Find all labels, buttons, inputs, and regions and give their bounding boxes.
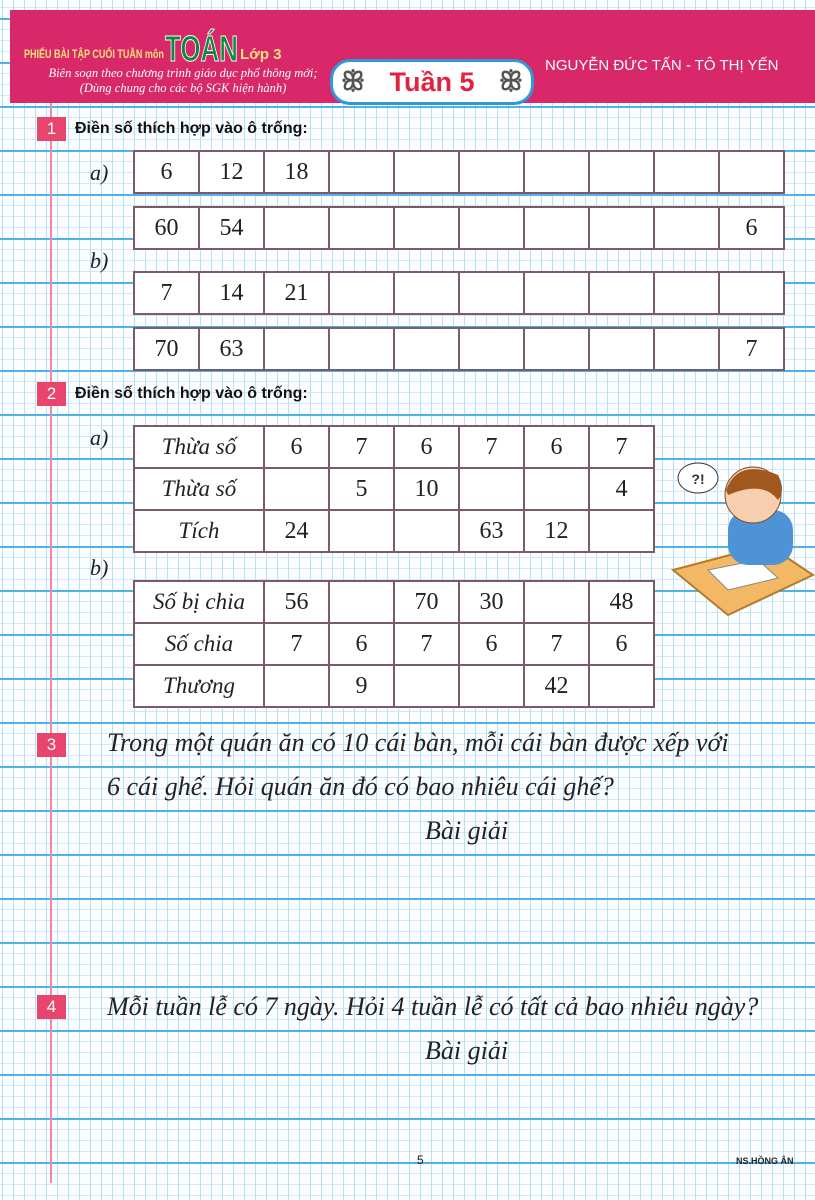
label-b: b)	[90, 555, 109, 580]
sequence-cell[interactable]	[524, 151, 589, 193]
sequence-cell[interactable]	[654, 151, 719, 193]
table-cell[interactable]	[394, 510, 459, 552]
sequence-cell[interactable]	[394, 151, 459, 193]
sequence-cell[interactable]	[459, 272, 524, 314]
subtitle-line-1: Biên soạn theo chương trình giáo dục phổ thông mới;	[48, 66, 318, 80]
sequence-cell[interactable]: 6	[719, 207, 784, 249]
sequence-cell[interactable]	[719, 272, 784, 314]
table-cell[interactable]	[524, 581, 589, 623]
solution-heading: Bài giải	[425, 1036, 509, 1065]
sequence-cell[interactable]: 60	[134, 207, 199, 249]
sequence-cell[interactable]	[329, 207, 394, 249]
sequence-cell[interactable]: 18	[264, 151, 329, 193]
table-row	[134, 426, 654, 468]
problem-text: Mỗi tuần lễ có 7 ngày. Hỏi 4 tuần lễ có tất cả bao nhiêu ngày?	[107, 992, 759, 1021]
sequence-cell[interactable]	[719, 151, 784, 193]
table-cell[interactable]	[394, 665, 459, 707]
table-row	[134, 510, 654, 552]
division-table	[133, 580, 655, 708]
sequence-cell[interactable]: 63	[199, 328, 264, 370]
exercise-prompt: Điền số thích hợp vào ô trống:	[75, 120, 308, 137]
sequence-cell[interactable]	[459, 151, 524, 193]
sequence-cell[interactable]: 7	[134, 272, 199, 314]
table-cell[interactable]	[264, 468, 329, 510]
exercise-number: 3	[37, 733, 66, 757]
table-cell[interactable]: 42	[524, 665, 589, 707]
sequence-cell[interactable]	[589, 207, 654, 249]
table-cell[interactable]	[459, 468, 524, 510]
sequence-cell[interactable]: 14	[199, 272, 264, 314]
subject: TOÁN	[165, 28, 238, 69]
table-cell[interactable]: 7	[459, 426, 524, 468]
table-row	[134, 581, 654, 623]
bubble-text: ?!	[691, 471, 705, 487]
row-header: Thừa số	[134, 426, 264, 468]
row-header: Thừa số	[134, 468, 264, 510]
problem-text: 6 cái ghế. Hỏi quán ăn đó có bao nhiêu cái ghế?	[107, 772, 614, 801]
publisher: NS.HỒNG ÂN	[736, 1156, 794, 1166]
table-cell[interactable]: 48	[589, 581, 654, 623]
table-cell[interactable]: 12	[524, 510, 589, 552]
table-cell[interactable]: 6	[524, 426, 589, 468]
margin-line	[50, 103, 52, 1183]
sequence-cell[interactable]	[589, 151, 654, 193]
sequence-cell[interactable]	[524, 328, 589, 370]
table-cell[interactable]: 6	[329, 623, 394, 665]
exercise-number: 4	[37, 995, 66, 1019]
sequence-cell[interactable]	[524, 207, 589, 249]
subtitle	[38, 66, 328, 96]
sequence-cell[interactable]	[264, 207, 329, 249]
page-number: 5	[417, 1153, 424, 1167]
table-cell[interactable]: 24	[264, 510, 329, 552]
problem-text: Trong một quán ăn có 10 cái bàn, mỗi cái bàn được xếp với	[107, 728, 729, 757]
sequence-cell[interactable]	[589, 272, 654, 314]
table-cell[interactable]: 7	[589, 426, 654, 468]
sequence-cell[interactable]	[589, 328, 654, 370]
row-header: Số chia	[134, 623, 264, 665]
week-label: Tuần 5	[389, 67, 475, 97]
sequence-row	[133, 206, 785, 250]
ornament-icon: ꕥ	[498, 67, 523, 97]
table-cell[interactable]	[589, 510, 654, 552]
label-a: a)	[90, 160, 109, 185]
table-cell[interactable]: 7	[524, 623, 589, 665]
row-header: Thương	[134, 665, 264, 707]
grade: Lớp 3	[240, 46, 282, 63]
table-cell[interactable]: 9	[329, 665, 394, 707]
solution-heading: Bài giải	[425, 816, 509, 845]
table-cell[interactable]: 10	[394, 468, 459, 510]
sequence-cell[interactable]	[264, 328, 329, 370]
table-cell[interactable]: 63	[459, 510, 524, 552]
sequence-cell[interactable]	[459, 207, 524, 249]
authors: NGUYỄN ĐỨC TẤN - TÔ THỊ YẾN	[545, 57, 779, 74]
table-cell[interactable]	[589, 665, 654, 707]
table-cell[interactable]	[459, 665, 524, 707]
table-cell[interactable]: 7	[329, 426, 394, 468]
exercise-number: 1	[37, 117, 66, 141]
sequence-cell[interactable]: 54	[199, 207, 264, 249]
student-illustration	[668, 450, 815, 620]
table-cell[interactable]	[329, 510, 394, 552]
row-header: Số bị chia	[134, 581, 264, 623]
sequence-cell[interactable]	[329, 151, 394, 193]
multiplication-table	[133, 425, 655, 553]
sequence-cell[interactable]	[394, 328, 459, 370]
table-cell[interactable]	[264, 665, 329, 707]
table-cell[interactable]	[329, 581, 394, 623]
label-b: b)	[90, 248, 109, 273]
sequence-cell[interactable]	[394, 272, 459, 314]
sequence-cell[interactable]	[524, 272, 589, 314]
table-cell[interactable]: 6	[459, 623, 524, 665]
sequence-cell[interactable]	[654, 207, 719, 249]
sequence-cell[interactable]	[394, 207, 459, 249]
table-cell[interactable]: 30	[459, 581, 524, 623]
exercise-prompt: Điền số thích hợp vào ô trống:	[75, 385, 308, 402]
table-cell[interactable]: 4	[589, 468, 654, 510]
sequence-row	[133, 327, 785, 371]
week-badge	[330, 59, 534, 105]
sequence-cell[interactable]: 6	[134, 151, 199, 193]
table-cell[interactable]: 56	[264, 581, 329, 623]
table-cell[interactable]: 7	[264, 623, 329, 665]
title-prefix: PHIẾU BÀI TẬP CUỐI TUẦN môn	[24, 47, 164, 61]
sequence-cell[interactable]	[459, 328, 524, 370]
table-cell[interactable]: 7	[394, 623, 459, 665]
sequence-cell[interactable]	[329, 328, 394, 370]
label-a: a)	[90, 425, 109, 450]
sequence-cell[interactable]: 21	[264, 272, 329, 314]
table-cell[interactable]: 70	[394, 581, 459, 623]
sequence-row	[133, 150, 785, 194]
sequence-cell[interactable]: 70	[134, 328, 199, 370]
table-cell[interactable]: 5	[329, 468, 394, 510]
table-cell[interactable]	[524, 468, 589, 510]
table-cell[interactable]: 6	[589, 623, 654, 665]
table-cell[interactable]: 6	[264, 426, 329, 468]
ornament-icon: ꕥ	[341, 67, 366, 97]
table-row	[134, 468, 654, 510]
row-header: Tích	[134, 510, 264, 552]
sequence-row	[133, 271, 785, 315]
sequence-cell[interactable]: 7	[719, 328, 784, 370]
table-row	[134, 665, 654, 707]
subtitle-line-2: (Dùng chung cho các bộ SGK hiện hành)	[79, 81, 287, 95]
sequence-cell[interactable]: 12	[199, 151, 264, 193]
table-cell[interactable]: 6	[394, 426, 459, 468]
sequence-cell[interactable]	[654, 328, 719, 370]
sequence-cell[interactable]	[329, 272, 394, 314]
exercise-number: 2	[37, 382, 66, 406]
sequence-cell[interactable]	[654, 272, 719, 314]
table-row	[134, 623, 654, 665]
